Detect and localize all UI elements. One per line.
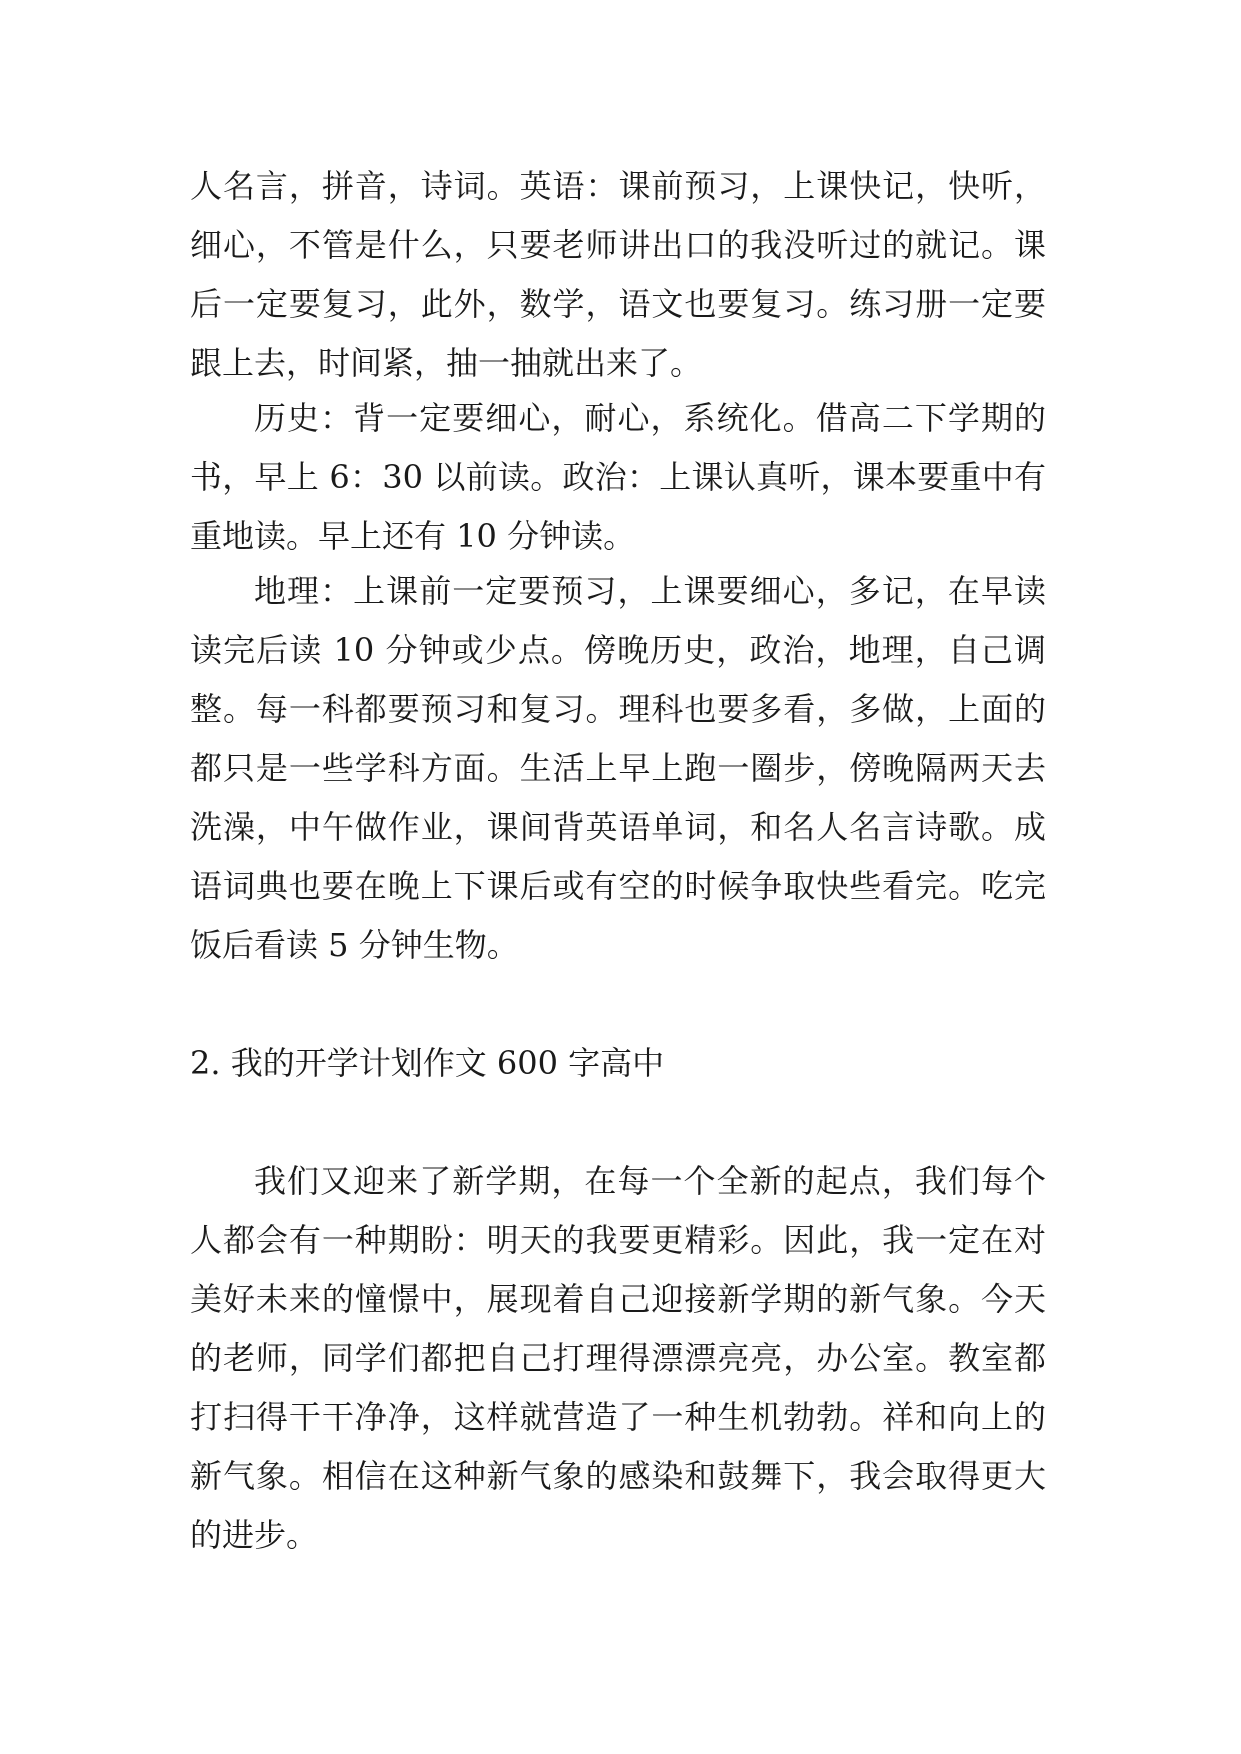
section-heading: 2. 我的开学计划作文 600 字高中 (190, 1044, 665, 1082)
paragraph-new-semester: 我们又迎来了新学期，在每一个全新的起点，我们每个人都会有一种期盼：明天的我要更精彩。因此，我一定在对美好未来的憧憬中，展现着自己迎接新学期的新气象。今天的老师，同学们都把自己打理得漂漂亮亮，办公室。教室都打扫得干干净净，这样就营造了一种生机勃勃。祥和向上的新气象。相信在这种新气象的感染和鼓舞下，我会取得更大的进步。 (190, 1162, 1046, 1554)
paragraph-history-politics: 历史：背一定要细心，耐心，系统化。借高二下学期的书，早上 6：30 以前读。政治：上课认真听，课本要重中有重地读。早上还有 10 分钟读。 (190, 399, 1046, 555)
paragraph-geography: 地理：上课前一定要预习，上课要细心，多记，在早读读完后读 10 分钟或少点。傍晚历史，政治，地理，自己调整。每一科都要预习和复习。理科也要多看，多做，上面的都只是一些学科方面。生活上早上跑一圈步，傍晚隔两天去洗澡，中午做作业，课间背英语单词，和名人名言诗歌。成语词典也要在晚上下课后或有空的时候争取快些看完。吃完饭后看读 5 分钟生物。 (190, 572, 1046, 964)
paragraph-continuation: 人名言，拼音，诗词。英语：课前预习，上课快记，快听，细心，不管是什么，只要老师讲出口的我没听过的就记。课后一定要复习，此外，数学，语文也要复习。练习册一定要跟上去，时间紧，抽一抽就出来了。 (190, 167, 1046, 382)
